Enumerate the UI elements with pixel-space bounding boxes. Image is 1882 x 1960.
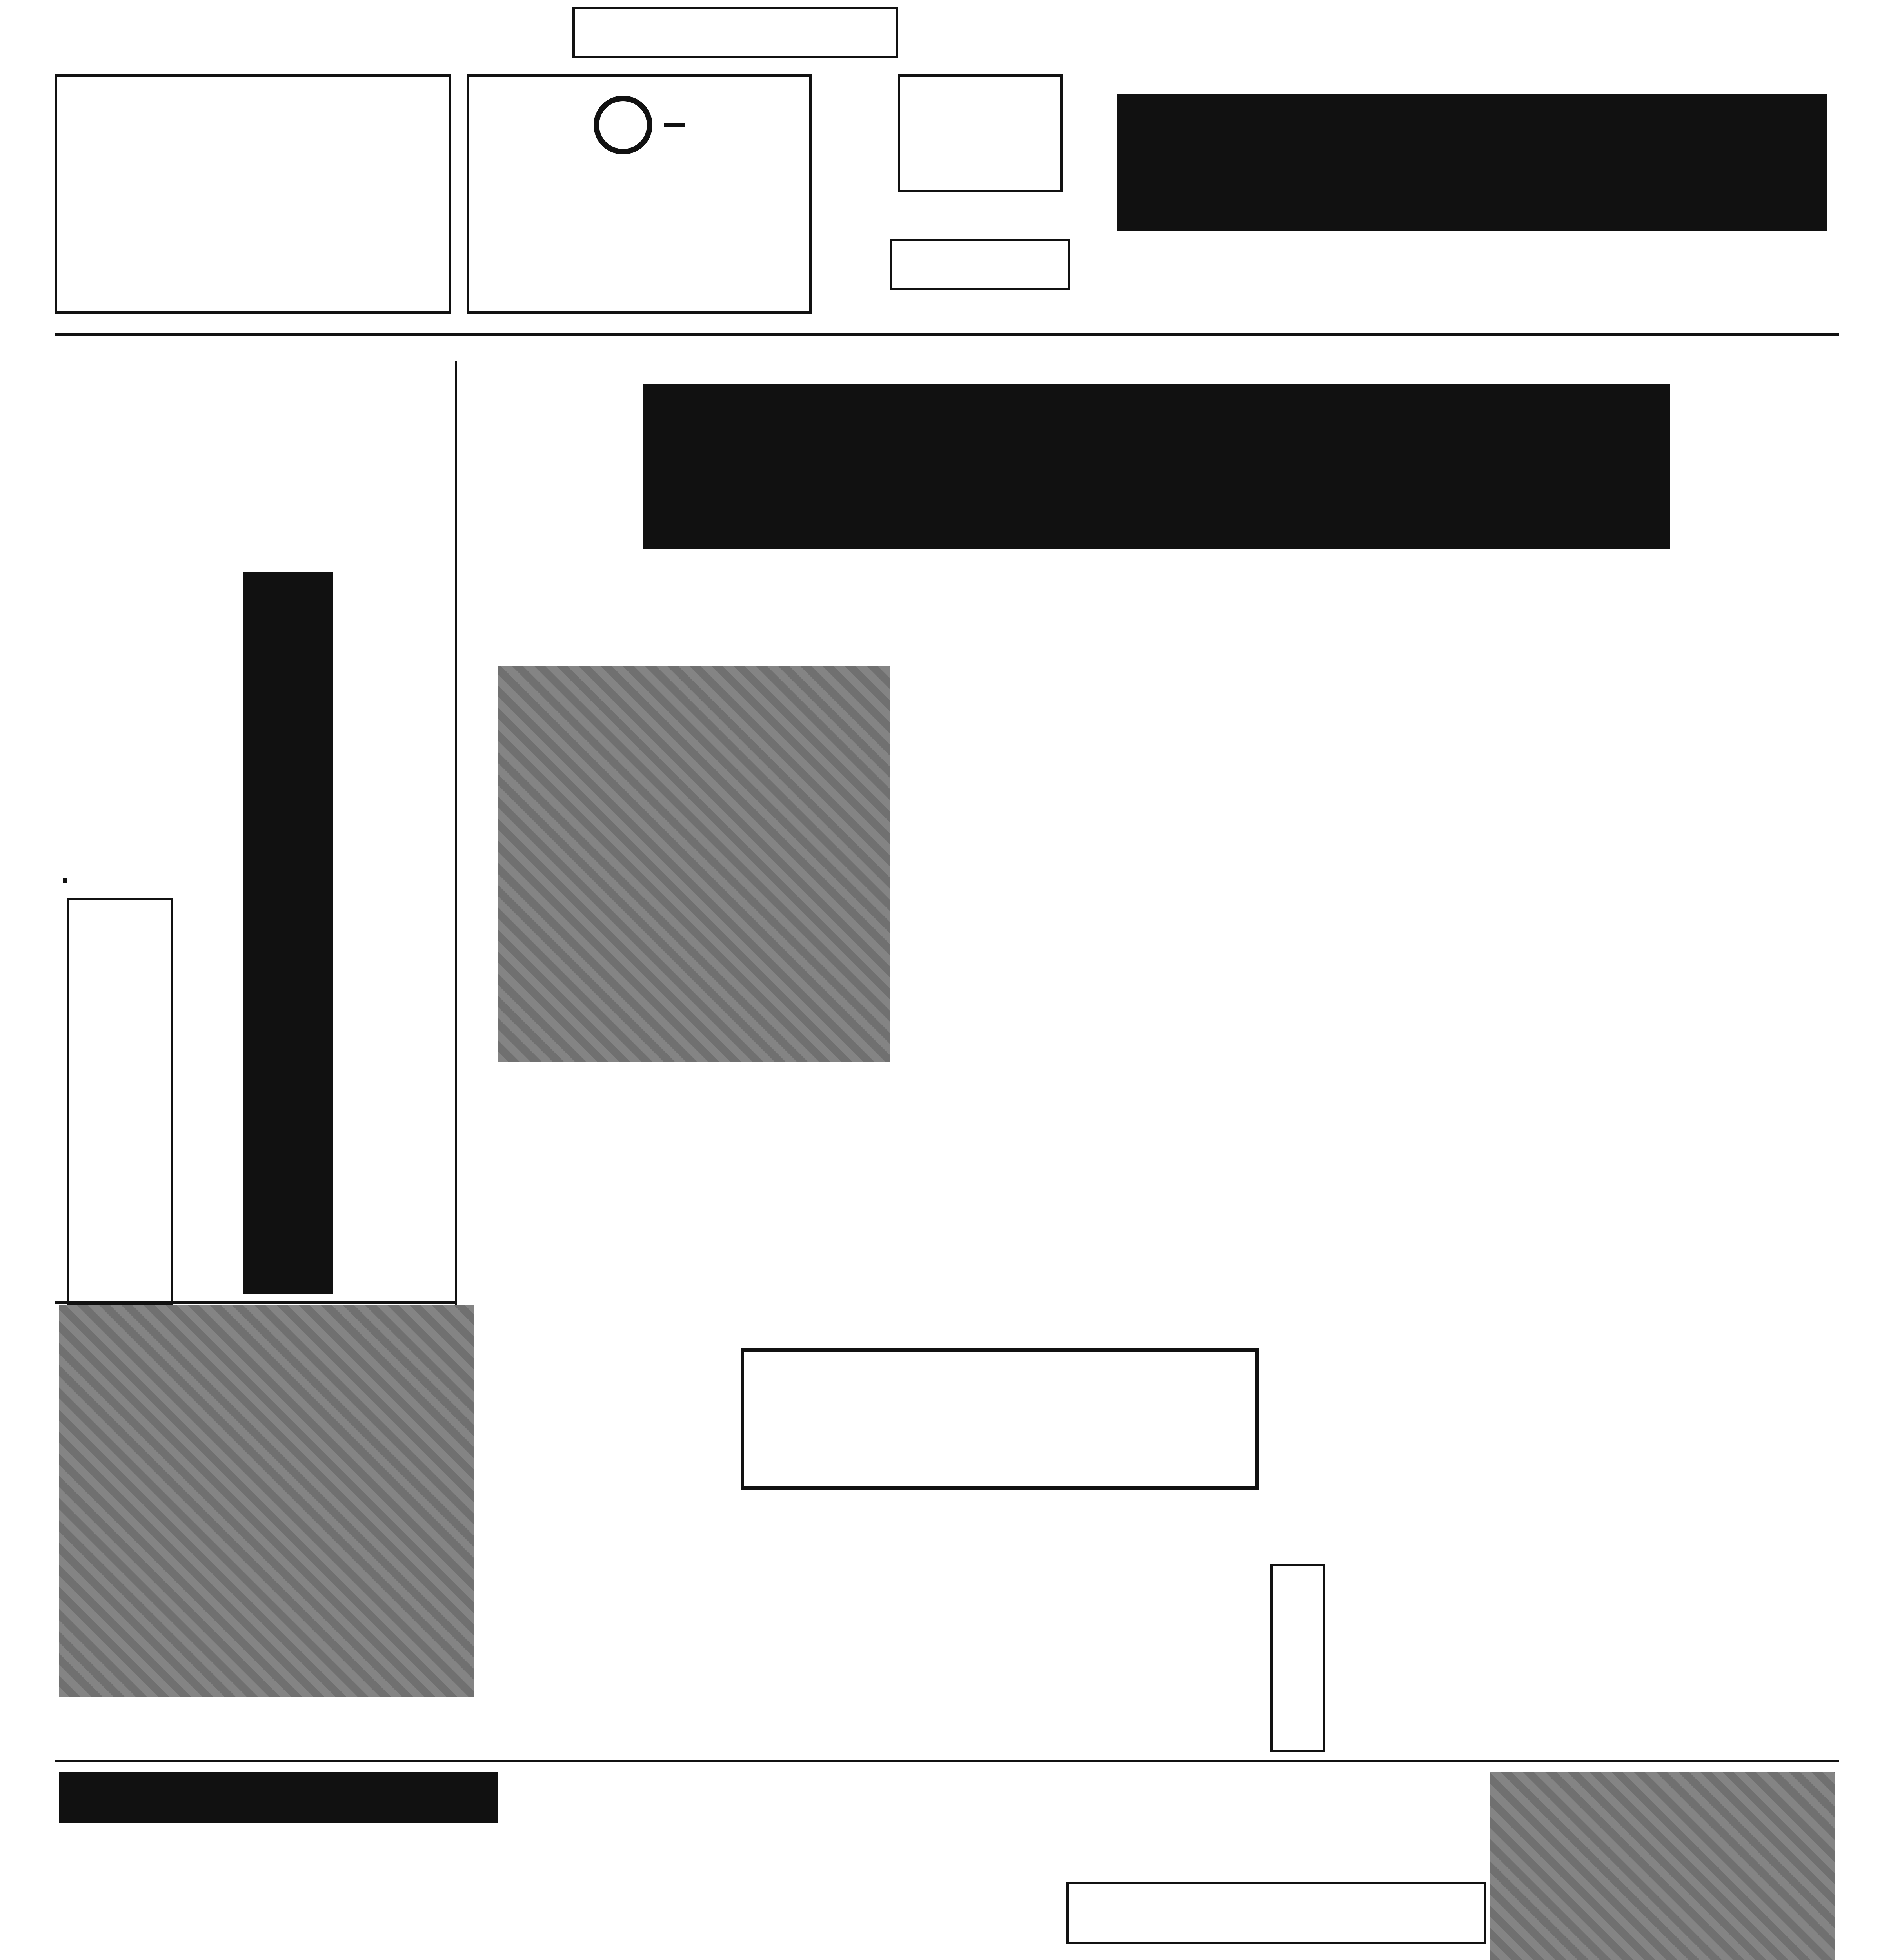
second-story-body	[482, 1301, 757, 1744]
sanwa-logo-icon	[594, 96, 652, 154]
pacific-ad-details	[1066, 1827, 1486, 1874]
left-story-byline-text	[67, 898, 173, 1305]
pacific-ad-cities	[510, 1772, 1059, 1909]
stafford-photo	[498, 666, 890, 1062]
main-story-body	[1345, 1435, 1823, 1752]
pacific-ad-title	[59, 1772, 498, 1823]
story-divider	[55, 1301, 455, 1304]
main-story-body	[643, 1090, 898, 1286]
main-story-body	[1357, 690, 1623, 1407]
second-story-body	[741, 1564, 1259, 1752]
left-story-divider	[455, 361, 457, 1309]
main-headline	[643, 384, 1670, 549]
main-story-body	[898, 1082, 1349, 1368]
toc-box	[55, 74, 451, 314]
masthead-rule	[55, 333, 1839, 336]
left-story-column	[196, 843, 239, 1301]
main-story-body	[898, 666, 1349, 1058]
left-story-title-1	[365, 400, 443, 1223]
left-story-body-top	[55, 423, 196, 792]
week-range	[890, 239, 1070, 290]
main-story-body	[1266, 1396, 1341, 1533]
greyhound-bus-photo	[1490, 1772, 1835, 1960]
left-story-title-2	[243, 572, 333, 1294]
second-headline-box	[741, 1348, 1259, 1490]
left-story-continued	[55, 753, 78, 886]
registration-box	[572, 7, 898, 58]
side-headline-1	[1733, 717, 1831, 1345]
bank-ad-name	[664, 123, 685, 127]
ads-top-rule	[55, 1760, 1839, 1762]
bank-ad	[467, 74, 812, 314]
pacific-ad-ibm-text	[510, 1956, 1059, 1960]
pacific-ad-correction	[1066, 1882, 1486, 1944]
second-subhead-row	[741, 1497, 1259, 1552]
seminar-photo	[59, 1305, 474, 1697]
newspaper-title	[1117, 94, 1827, 231]
continued-box	[1270, 1564, 1325, 1752]
motto-box	[898, 74, 1063, 192]
